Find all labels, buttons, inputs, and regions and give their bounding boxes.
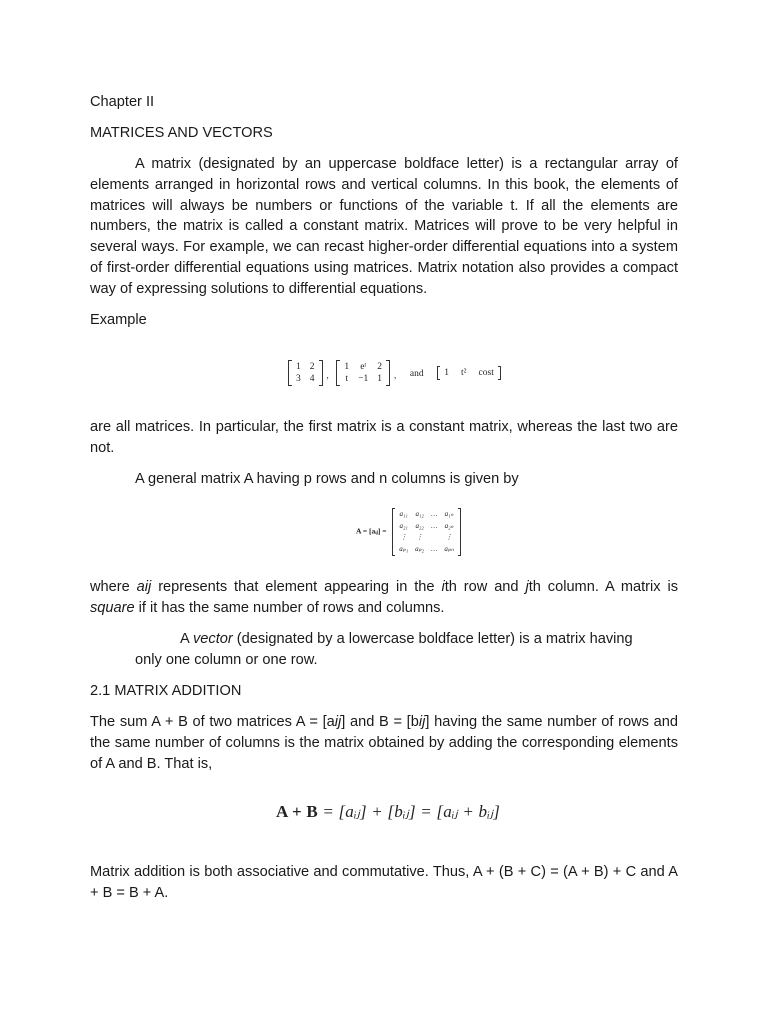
- after-example-paragraph: are all matrices. In particular, the first matrix is a constant matrix, whereas the last two are not.: [90, 419, 678, 456]
- associative-paragraph: Matrix addition is both associative and commutative. Thus, A + (B + C) = (A + B) + C and A + B = B + A.: [90, 864, 678, 901]
- and-word: and: [409, 369, 424, 380]
- section-title: MATRICES AND VECTORS: [90, 125, 273, 141]
- intro-paragraph: A matrix (designated by an uppercase boldface letter) is a rectangular array of elements arranged in horizontal rows and vertical columns. In this book, the elements of matrices will always be numbers or functions of the variable t. If all the elements are numbers, the matrix is called a constant matrix. Matrices will prove to be very helpful in several ways. For example, we can recast higher-order differential equations into a system of first-order differential equations using matrices. Matrix notation also provides a compact way of expressing solutions to differential equations.: [90, 156, 678, 297]
- example-matrices-figure: 1 2 3 4 , 1 eᵗ 2 t −1 1 , and 1 t² cost: [288, 360, 501, 386]
- general-matrix: a₁₁ a₁₂ … a₁ₙ a₂₁ a₂₂ … a₂ₙ ⋮ ⋮ ⋮ aₚ₁ aₚ₂ … aₚₙ: [392, 508, 460, 556]
- where-paragraph: where aij represents that element appearing in the ith row and jth column. A matrix is square if it has the same number of rows and columns.: [90, 579, 679, 616]
- constant-matrix: 1 2 3 4: [288, 360, 323, 386]
- vector-paragraph: A vector (designated by a lowercase boldface letter) is a matrix having only one column or one row.: [135, 631, 633, 668]
- general-matrix-lhs: A = [aᵢⱼ] =: [356, 526, 387, 536]
- chapter-label: Chapter II: [90, 94, 155, 110]
- general-matrix-paragraph: A general matrix A having p rows and n columns is given by: [135, 471, 519, 487]
- subsection-title: 2.1 MATRIX ADDITION: [90, 683, 242, 699]
- example-label: Example: [90, 312, 147, 328]
- sum-formula: A + B = [aᵢⱼ] + [bᵢⱼ] = [aᵢⱼ + bᵢⱼ]: [276, 802, 501, 821]
- general-matrix-figure: [356, 508, 461, 556]
- function-matrix: 1 eᵗ 2 t −1 1: [336, 360, 390, 386]
- row-matrix: 1 t² cost: [437, 366, 501, 380]
- sum-paragraph: The sum A + B of two matrices A = [aij] and B = [bij] having the same number of rows and the same number of columns is the matrix obtained by adding the corresponding elements of A and B. That is,: [90, 714, 678, 772]
